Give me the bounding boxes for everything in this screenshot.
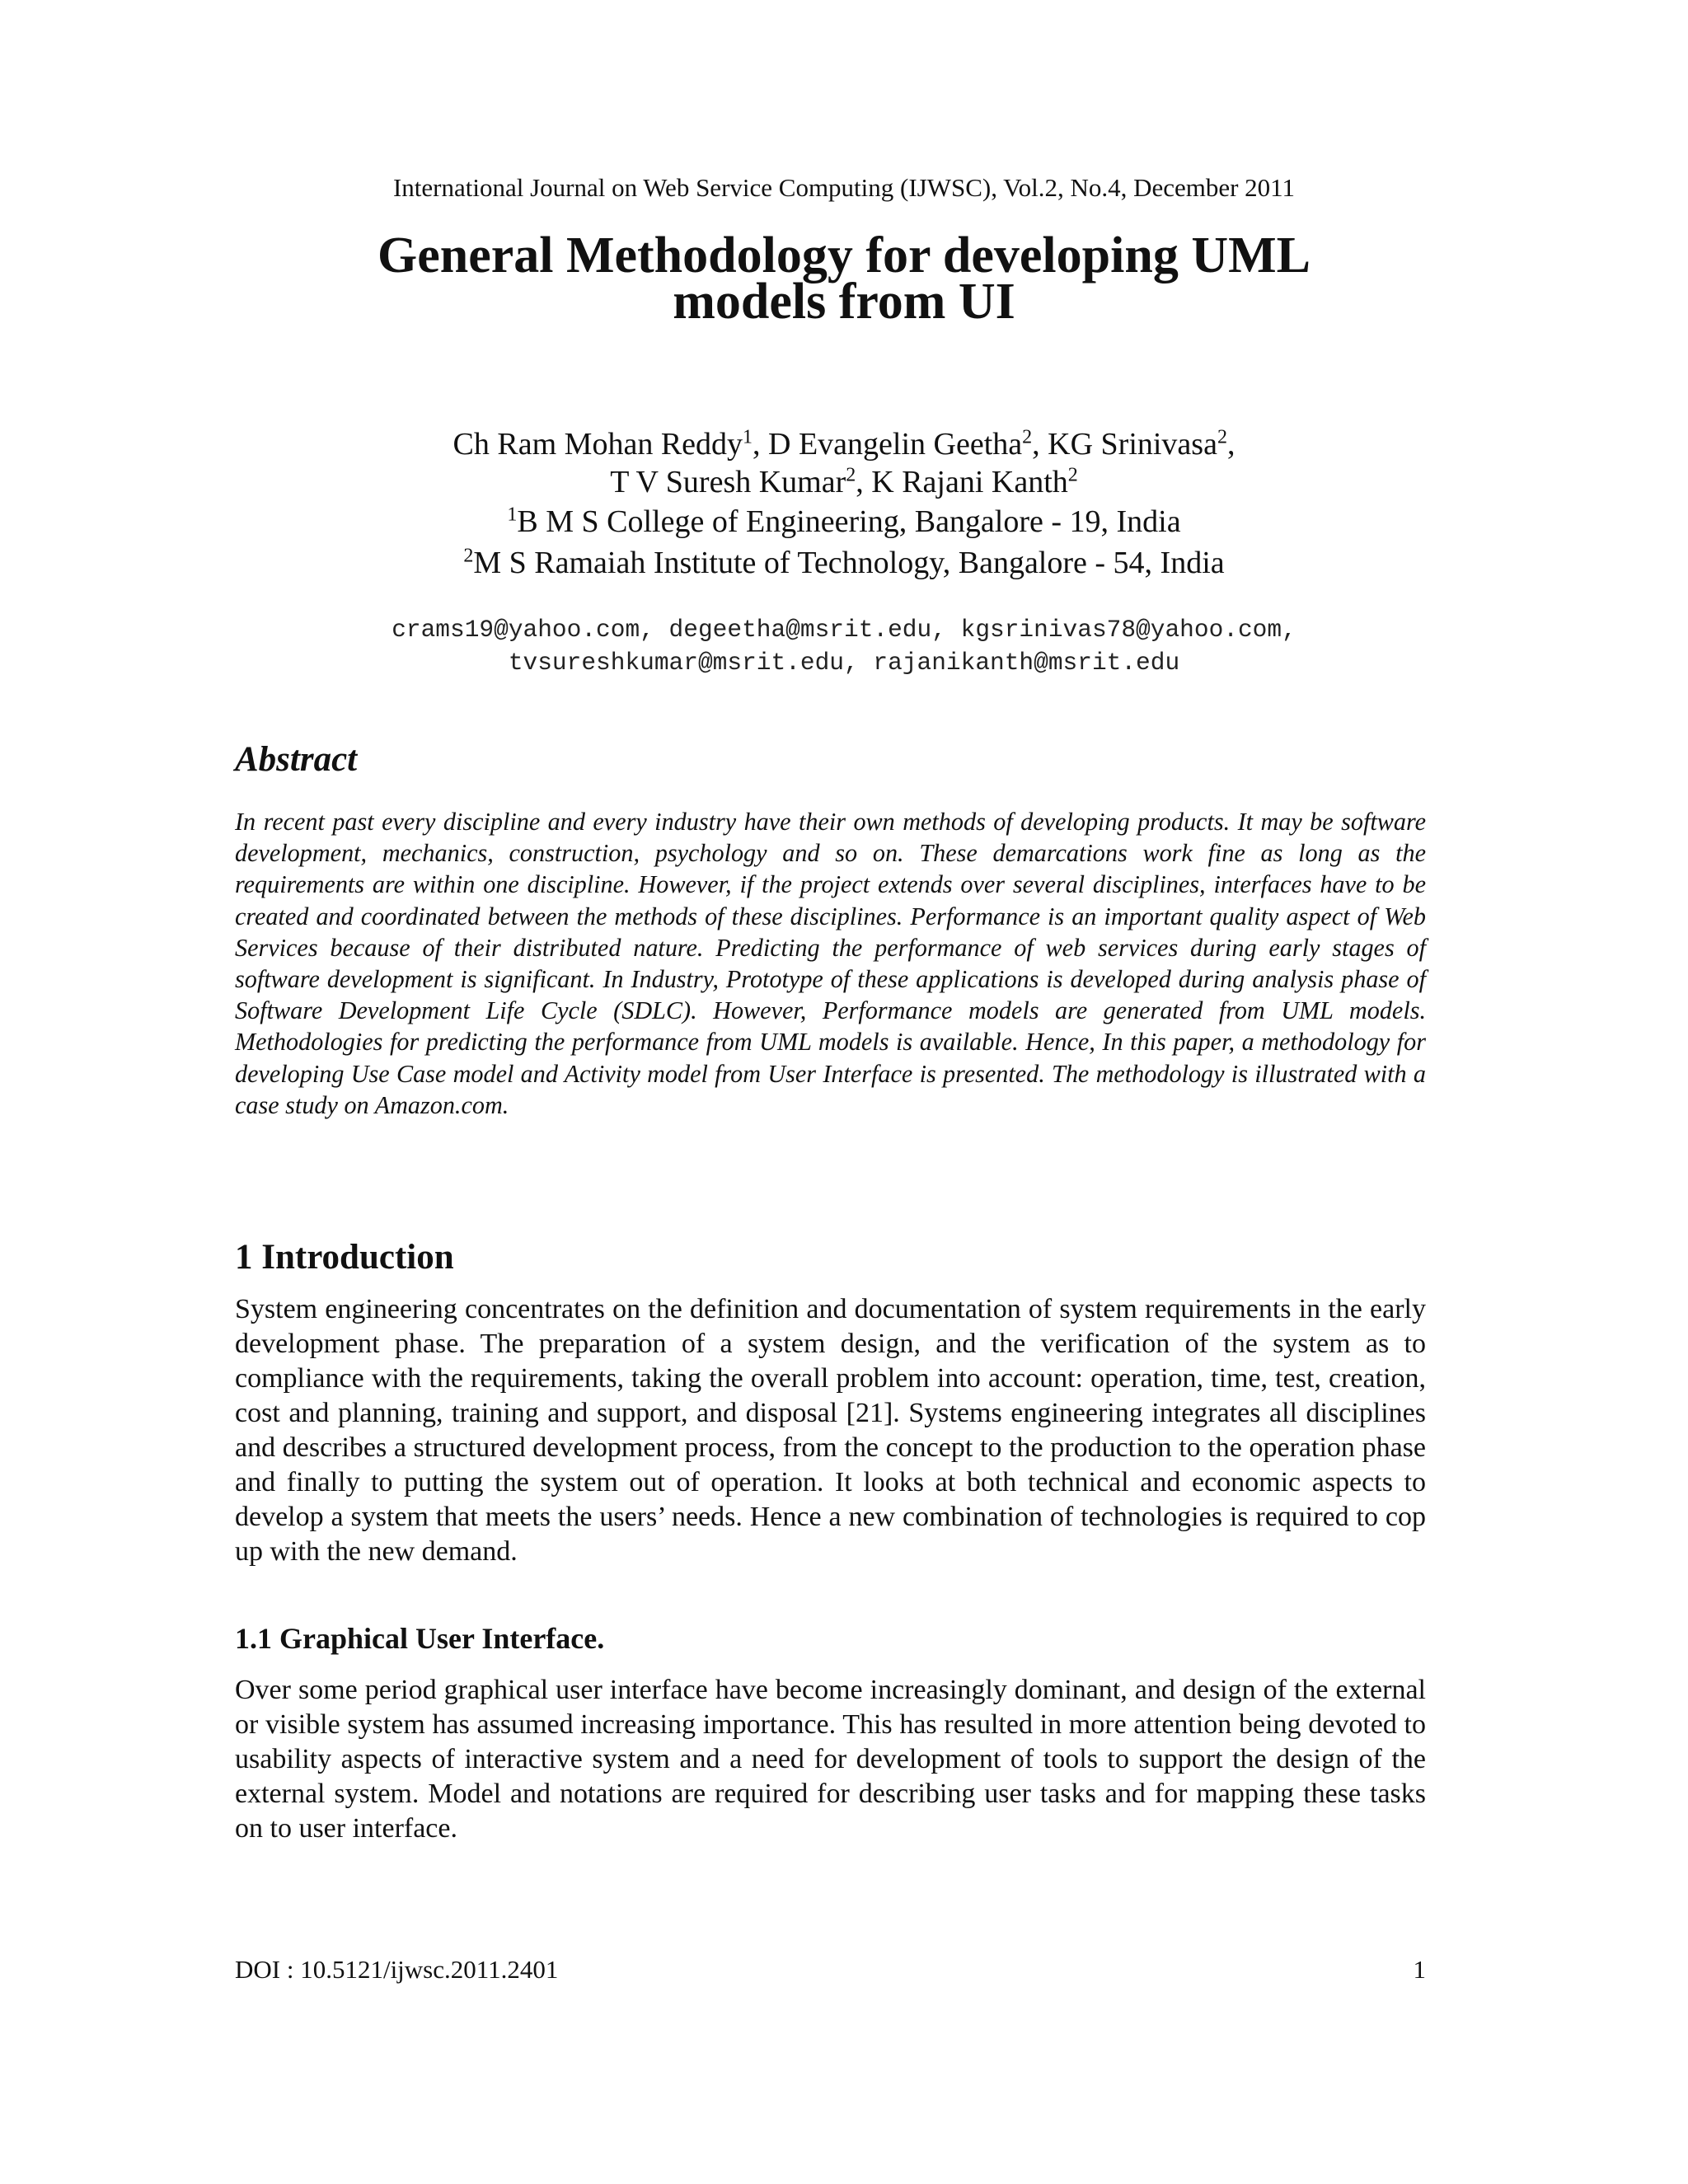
paper-title [0, 227, 1688, 330]
email-line-1: crams19@yahoo.com, degeetha@msrit.edu, kgsrinivas78@yahoo.com, [392, 616, 1296, 644]
affiliation-marker: 2 [1217, 426, 1227, 448]
subsection-heading-gui: 1.1 Graphical User Interface. [235, 1622, 605, 1655]
abstract-body: In recent past every discipline and every industry have their own methods of developing products. It may be software development, mechanics, construction, psychology and so on. These demarcations work fine as long as the requirements are within one discipline. However, if the project extends over several disciplines, interfaces have to be created and coordinated between the methods of these disciplines. Performance is an important quality aspect of Web Services because of their distributed nature. Predicting the performance of web services during early stages of software development is significant. In Industry, Prototype of these applications is developed during analysis phase of Software Development Life Cycle (SDLC). However, Performance models are generated from UML models. Methodologies for predicting the performance from UML models is available. Hence, In this paper, a methodology for developing Use Case model and Activity model from User Interface is presented. The methodology is illustrated with a case study on Amazon.com. [235, 808, 1426, 1119]
introduction-paragraph: System engineering concentrates on the definition and documentation of system requirements in the early development phase. The preparation of a system design, and the verification of the system as to compliance with the requirements, taking the overall problem into account: operation, time, test, creation, cost and planning, training and support, and disposal [21]. Systems engineering integrates all disciplines and describes a structured development process, from the concept to the production to the operation phase and finally to putting the system out of operation. It looks at both technical and economic aspects to develop a system that meets the users’ needs. Hence a new combination of technologies is required to cop up with the new demand. [235, 1294, 1426, 1567]
affiliation-text: B M S College of Engineering, Bangalore - 19, India [517, 504, 1181, 539]
title-line-2: models from UI [673, 274, 1015, 330]
affiliation-marker: 2 [1067, 464, 1078, 486]
page-number: 1 [1413, 1955, 1426, 1984]
author-name: T V Suresh Kumar [610, 465, 846, 499]
title-line-1: General Methodology for developing UML [377, 227, 1311, 284]
author-name: , K Rajani Kanth [856, 465, 1068, 499]
author-line-2 [0, 463, 1688, 501]
footer-doi: DOI : 10.5121/ijwsc.2011.2401 [235, 1955, 559, 1984]
affiliation-marker: 1 [507, 504, 518, 526]
author-list [0, 425, 1688, 501]
affiliation-text: M S Ramaiah Institute of Technology, Bangalore - 54, India [473, 546, 1225, 580]
author-separator: , [1226, 427, 1236, 462]
gui-paragraph: Over some period graphical user interface have become increasingly dominant, and design of the external or visible system has assumed increasing importance. This has resulted in more attention being devoted to usability aspects of interactive system and a need for development of tools to support the design of the external system. Model and notations are required for describing user tasks and for mapping these tasks on to user interface. [235, 1675, 1426, 1844]
author-name: Ch Ram Mohan Reddy [452, 427, 743, 462]
journal-header: International Journal on Web Service Computing (IJWSC), Vol.2, No.4, December 2011 [392, 173, 1296, 202]
email-line-2: tvsureshkumar@msrit.edu, rajanikanth@msrit.edu [508, 649, 1180, 677]
affiliation-1 [0, 503, 1688, 541]
author-name: , D Evangelin Geetha [753, 427, 1023, 462]
abstract-heading: Abstract [235, 740, 358, 779]
affiliation-2 [0, 544, 1688, 582]
affiliation-marker: 1 [743, 426, 753, 448]
author-emails [0, 613, 1688, 679]
affiliation-marker: 2 [463, 545, 474, 567]
author-name: , KG Srinivasa [1032, 427, 1217, 462]
affiliation-marker: 2 [846, 464, 856, 486]
affiliation-marker: 2 [1022, 426, 1033, 448]
section-heading-introduction: 1 Introduction [235, 1238, 454, 1277]
author-line-1 [0, 425, 1688, 463]
